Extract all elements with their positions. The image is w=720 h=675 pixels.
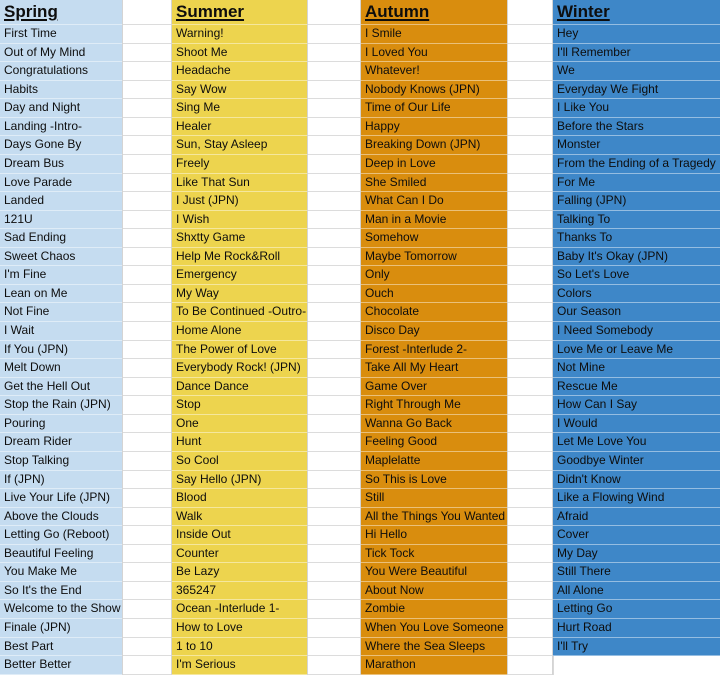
song-cell[interactable]: Still There bbox=[553, 563, 720, 582]
empty-cell[interactable] bbox=[123, 341, 171, 360]
song-cell[interactable]: Letting Go bbox=[553, 600, 720, 619]
empty-cell[interactable] bbox=[308, 62, 360, 81]
song-cell[interactable]: Pouring bbox=[0, 415, 122, 434]
song-cell[interactable]: Deep in Love bbox=[361, 155, 507, 174]
empty-cell[interactable] bbox=[123, 118, 171, 137]
empty-cell[interactable] bbox=[553, 656, 720, 675]
empty-cell[interactable] bbox=[508, 656, 552, 675]
song-cell[interactable]: Rescue Me bbox=[553, 378, 720, 397]
empty-cell[interactable] bbox=[123, 25, 171, 44]
empty-cell[interactable] bbox=[508, 600, 552, 619]
song-cell[interactable]: Stop Talking bbox=[0, 452, 122, 471]
song-cell[interactable]: Day and Night bbox=[0, 99, 122, 118]
empty-cell[interactable] bbox=[508, 248, 552, 267]
song-cell[interactable]: I'm Serious bbox=[172, 656, 307, 675]
empty-cell[interactable] bbox=[508, 266, 552, 285]
empty-cell[interactable] bbox=[123, 322, 171, 341]
song-cell[interactable]: Say Hello (JPN) bbox=[172, 471, 307, 490]
empty-cell[interactable] bbox=[508, 285, 552, 304]
empty-cell[interactable] bbox=[308, 638, 360, 657]
empty-cell[interactable] bbox=[508, 359, 552, 378]
song-cell[interactable]: I Loved You bbox=[361, 44, 507, 63]
empty-cell[interactable] bbox=[123, 136, 171, 155]
empty-cell[interactable] bbox=[508, 322, 552, 341]
song-cell[interactable]: Like a Flowing Wind bbox=[553, 489, 720, 508]
empty-cell[interactable] bbox=[123, 99, 171, 118]
song-cell[interactable]: Right Through Me bbox=[361, 396, 507, 415]
empty-cell[interactable] bbox=[508, 0, 552, 25]
empty-cell[interactable] bbox=[123, 582, 171, 601]
song-cell[interactable]: My Way bbox=[172, 285, 307, 304]
empty-cell[interactable] bbox=[123, 545, 171, 564]
empty-cell[interactable] bbox=[123, 489, 171, 508]
empty-cell[interactable] bbox=[123, 526, 171, 545]
song-cell[interactable]: Freely bbox=[172, 155, 307, 174]
empty-cell[interactable] bbox=[508, 62, 552, 81]
empty-cell[interactable] bbox=[508, 563, 552, 582]
song-cell[interactable]: Blood bbox=[172, 489, 307, 508]
song-cell[interactable]: Somehow bbox=[361, 229, 507, 248]
empty-cell[interactable] bbox=[308, 433, 360, 452]
song-cell[interactable]: Marathon bbox=[361, 656, 507, 675]
song-cell[interactable]: Healer bbox=[172, 118, 307, 137]
spacer-column-2 bbox=[307, 0, 361, 675]
empty-cell[interactable] bbox=[123, 192, 171, 211]
empty-cell[interactable] bbox=[308, 0, 360, 25]
empty-cell[interactable] bbox=[508, 471, 552, 490]
song-cell[interactable]: Habits bbox=[0, 81, 122, 100]
empty-cell[interactable] bbox=[308, 526, 360, 545]
song-cell[interactable]: Baby It's Okay (JPN) bbox=[553, 248, 720, 267]
empty-cell[interactable] bbox=[308, 545, 360, 564]
song-cell[interactable]: I Like You bbox=[553, 99, 720, 118]
empty-cell[interactable] bbox=[508, 229, 552, 248]
song-cell[interactable]: Falling (JPN) bbox=[553, 192, 720, 211]
song-cell[interactable]: Landing -Intro- bbox=[0, 118, 122, 137]
song-cell[interactable]: Welcome to the Show bbox=[0, 600, 122, 619]
song-cell[interactable]: Say Wow bbox=[172, 81, 307, 100]
song-cell[interactable]: 365247 bbox=[172, 582, 307, 601]
empty-cell[interactable] bbox=[508, 433, 552, 452]
empty-cell[interactable] bbox=[308, 118, 360, 137]
empty-cell[interactable] bbox=[123, 81, 171, 100]
empty-cell[interactable] bbox=[308, 341, 360, 360]
song-cell[interactable]: Not Fine bbox=[0, 303, 122, 322]
song-cell[interactable]: Hunt bbox=[172, 433, 307, 452]
empty-cell[interactable] bbox=[123, 248, 171, 267]
song-cell[interactable]: About Now bbox=[361, 582, 507, 601]
empty-cell[interactable] bbox=[123, 638, 171, 657]
song-cell[interactable]: Everybody Rock! (JPN) bbox=[172, 359, 307, 378]
season-header-autumn[interactable]: Autumn bbox=[361, 0, 507, 25]
empty-cell[interactable] bbox=[123, 44, 171, 63]
song-cell[interactable]: Out of My Mind bbox=[0, 44, 122, 63]
song-cell[interactable]: Beautiful Feeling bbox=[0, 545, 122, 564]
empty-cell[interactable] bbox=[123, 433, 171, 452]
empty-cell[interactable] bbox=[308, 396, 360, 415]
empty-cell[interactable] bbox=[123, 396, 171, 415]
song-cell[interactable]: Be Lazy bbox=[172, 563, 307, 582]
song-cell[interactable]: Help Me Rock&Roll bbox=[172, 248, 307, 267]
song-cell[interactable]: 121U bbox=[0, 211, 122, 230]
song-cell[interactable]: Game Over bbox=[361, 378, 507, 397]
song-cell[interactable]: Hey bbox=[553, 25, 720, 44]
song-cell[interactable]: Warning! bbox=[172, 25, 307, 44]
empty-cell[interactable] bbox=[123, 452, 171, 471]
song-cell[interactable]: Sad Ending bbox=[0, 229, 122, 248]
season-column-winter bbox=[553, 0, 720, 675]
empty-cell[interactable] bbox=[123, 285, 171, 304]
empty-cell[interactable] bbox=[508, 174, 552, 193]
song-cell[interactable]: The Power of Love bbox=[172, 341, 307, 360]
empty-cell[interactable] bbox=[308, 99, 360, 118]
season-column-autumn bbox=[361, 0, 507, 675]
song-cell[interactable]: Forest -Interlude 2- bbox=[361, 341, 507, 360]
song-cell[interactable]: From the Ending of a Tragedy bbox=[553, 155, 720, 174]
song-cell[interactable]: Only bbox=[361, 266, 507, 285]
empty-cell[interactable] bbox=[308, 155, 360, 174]
empty-cell[interactable] bbox=[308, 44, 360, 63]
song-cell[interactable]: Tick Tock bbox=[361, 545, 507, 564]
song-cell[interactable]: Chocolate bbox=[361, 303, 507, 322]
song-cell[interactable]: Where the Sea Sleeps bbox=[361, 638, 507, 657]
song-cell[interactable]: Colors bbox=[553, 285, 720, 304]
song-cell[interactable]: Sun, Stay Asleep bbox=[172, 136, 307, 155]
season-column-summer bbox=[172, 0, 307, 675]
empty-cell[interactable] bbox=[123, 415, 171, 434]
song-cell[interactable]: Get the Hell Out bbox=[0, 378, 122, 397]
song-cell[interactable]: I Just (JPN) bbox=[172, 192, 307, 211]
song-cell[interactable]: How Can I Say bbox=[553, 396, 720, 415]
empty-cell[interactable] bbox=[508, 582, 552, 601]
song-cell[interactable]: Wanna Go Back bbox=[361, 415, 507, 434]
spacer-column-1 bbox=[122, 0, 172, 675]
song-cell[interactable]: I Need Somebody bbox=[553, 322, 720, 341]
song-cell[interactable]: Zombie bbox=[361, 600, 507, 619]
empty-cell[interactable] bbox=[123, 359, 171, 378]
empty-cell[interactable] bbox=[308, 136, 360, 155]
empty-cell[interactable] bbox=[308, 322, 360, 341]
empty-cell[interactable] bbox=[308, 489, 360, 508]
song-cell[interactable]: Stop the Rain (JPN) bbox=[0, 396, 122, 415]
empty-cell[interactable] bbox=[308, 452, 360, 471]
song-cell[interactable]: To Be Continued -Outro- bbox=[172, 303, 307, 322]
empty-cell[interactable] bbox=[308, 211, 360, 230]
song-cell[interactable]: Like That Sun bbox=[172, 174, 307, 193]
empty-cell[interactable] bbox=[508, 99, 552, 118]
empty-cell[interactable] bbox=[308, 619, 360, 638]
song-cell[interactable]: Sweet Chaos bbox=[0, 248, 122, 267]
song-cell[interactable]: Lean on Me bbox=[0, 285, 122, 304]
season-column-spring bbox=[0, 0, 122, 675]
empty-cell[interactable] bbox=[123, 229, 171, 248]
song-cell[interactable]: Hurt Road bbox=[553, 619, 720, 638]
empty-cell[interactable] bbox=[508, 211, 552, 230]
song-cell[interactable]: I Wish bbox=[172, 211, 307, 230]
season-header-summer[interactable]: Summer bbox=[172, 0, 307, 25]
empty-cell[interactable] bbox=[508, 415, 552, 434]
song-cell[interactable]: Congratulations bbox=[0, 62, 122, 81]
song-cell[interactable]: All Alone bbox=[553, 582, 720, 601]
empty-cell[interactable] bbox=[508, 118, 552, 137]
song-cell[interactable]: You Were Beautiful bbox=[361, 563, 507, 582]
empty-cell[interactable] bbox=[308, 600, 360, 619]
song-cell[interactable]: Days Gone By bbox=[0, 136, 122, 155]
empty-cell[interactable] bbox=[508, 508, 552, 527]
song-cell[interactable]: Counter bbox=[172, 545, 307, 564]
song-cell[interactable]: Happy bbox=[361, 118, 507, 137]
song-cell[interactable]: How to Love bbox=[172, 619, 307, 638]
song-cell[interactable]: Thanks To bbox=[553, 229, 720, 248]
song-cell[interactable]: Finale (JPN) bbox=[0, 619, 122, 638]
song-cell[interactable]: Not Mine bbox=[553, 359, 720, 378]
empty-cell[interactable] bbox=[308, 378, 360, 397]
song-cell[interactable]: All the Things You Wanted bbox=[361, 508, 507, 527]
empty-cell[interactable] bbox=[508, 44, 552, 63]
song-cell[interactable]: Landed bbox=[0, 192, 122, 211]
song-cell[interactable]: Sing Me bbox=[172, 99, 307, 118]
empty-cell[interactable] bbox=[508, 619, 552, 638]
song-cell[interactable]: Melt Down bbox=[0, 359, 122, 378]
empty-cell[interactable] bbox=[123, 174, 171, 193]
song-cell[interactable]: Shxtty Game bbox=[172, 229, 307, 248]
empty-cell[interactable] bbox=[508, 341, 552, 360]
song-cell[interactable]: Above the Clouds bbox=[0, 508, 122, 527]
song-cell[interactable]: Disco Day bbox=[361, 322, 507, 341]
song-cell[interactable]: So This is Love bbox=[361, 471, 507, 490]
song-cell[interactable]: Stop bbox=[172, 396, 307, 415]
song-cell[interactable]: Home Alone bbox=[172, 322, 307, 341]
empty-cell[interactable] bbox=[123, 303, 171, 322]
song-cell[interactable]: Our Season bbox=[553, 303, 720, 322]
empty-cell[interactable] bbox=[123, 378, 171, 397]
empty-cell[interactable] bbox=[508, 545, 552, 564]
empty-cell[interactable] bbox=[123, 0, 171, 25]
song-cell[interactable]: First Time bbox=[0, 25, 122, 44]
empty-cell[interactable] bbox=[308, 285, 360, 304]
empty-cell[interactable] bbox=[508, 396, 552, 415]
empty-cell[interactable] bbox=[123, 155, 171, 174]
song-cell[interactable]: Still bbox=[361, 489, 507, 508]
song-cell[interactable]: Inside Out bbox=[172, 526, 307, 545]
song-cell[interactable]: Shoot Me bbox=[172, 44, 307, 63]
song-cell[interactable]: Talking To bbox=[553, 211, 720, 230]
song-cell[interactable]: So It's the End bbox=[0, 582, 122, 601]
song-cell[interactable]: Headache bbox=[172, 62, 307, 81]
song-cell[interactable]: So Let's Love bbox=[553, 266, 720, 285]
season-header-spring[interactable]: Spring bbox=[0, 0, 122, 25]
song-cell[interactable]: Cover bbox=[553, 526, 720, 545]
song-cell[interactable]: Before the Stars bbox=[553, 118, 720, 137]
spacer-column-3 bbox=[507, 0, 553, 675]
empty-cell[interactable] bbox=[123, 619, 171, 638]
empty-cell[interactable] bbox=[308, 229, 360, 248]
song-cell[interactable]: When You Love Someone bbox=[361, 619, 507, 638]
song-cell[interactable]: Walk bbox=[172, 508, 307, 527]
empty-cell[interactable] bbox=[508, 526, 552, 545]
song-cell[interactable]: Love Me or Leave Me bbox=[553, 341, 720, 360]
empty-cell[interactable] bbox=[308, 81, 360, 100]
empty-cell[interactable] bbox=[508, 155, 552, 174]
empty-cell[interactable] bbox=[508, 303, 552, 322]
song-cell[interactable]: She Smiled bbox=[361, 174, 507, 193]
season-header-winter[interactable]: Winter bbox=[553, 0, 720, 25]
song-cell[interactable]: If (JPN) bbox=[0, 471, 122, 490]
song-cell[interactable]: My Day bbox=[553, 545, 720, 564]
empty-cell[interactable] bbox=[308, 25, 360, 44]
song-cell[interactable]: I Wait bbox=[0, 322, 122, 341]
song-cell[interactable]: Let Me Love You bbox=[553, 433, 720, 452]
empty-cell[interactable] bbox=[508, 136, 552, 155]
empty-cell[interactable] bbox=[123, 563, 171, 582]
song-cell[interactable]: Better Better bbox=[0, 656, 122, 675]
song-cell[interactable]: Nobody Knows (JPN) bbox=[361, 81, 507, 100]
empty-cell[interactable] bbox=[308, 248, 360, 267]
empty-cell[interactable] bbox=[308, 582, 360, 601]
song-cell[interactable]: Best Part bbox=[0, 638, 122, 657]
song-cell[interactable]: One bbox=[172, 415, 307, 434]
song-cell[interactable]: I'll Remember bbox=[553, 44, 720, 63]
empty-cell[interactable] bbox=[123, 211, 171, 230]
empty-cell[interactable] bbox=[508, 452, 552, 471]
song-cell[interactable]: You Make Me bbox=[0, 563, 122, 582]
song-cell[interactable]: Man in a Movie bbox=[361, 211, 507, 230]
empty-cell[interactable] bbox=[308, 656, 360, 675]
empty-cell[interactable] bbox=[308, 508, 360, 527]
empty-cell[interactable] bbox=[308, 471, 360, 490]
song-cell[interactable]: For Me bbox=[553, 174, 720, 193]
empty-cell[interactable] bbox=[123, 62, 171, 81]
song-cell[interactable]: I Smile bbox=[361, 25, 507, 44]
song-cell[interactable]: Dance Dance bbox=[172, 378, 307, 397]
empty-cell[interactable] bbox=[508, 81, 552, 100]
song-cell[interactable]: Whatever! bbox=[361, 62, 507, 81]
empty-cell[interactable] bbox=[123, 656, 171, 675]
song-cell[interactable]: Afraid bbox=[553, 508, 720, 527]
song-cell[interactable]: Everyday We Fight bbox=[553, 81, 720, 100]
empty-cell[interactable] bbox=[508, 638, 552, 657]
empty-cell[interactable] bbox=[508, 25, 552, 44]
song-cell[interactable]: Take All My Heart bbox=[361, 359, 507, 378]
song-cell[interactable]: Maybe Tomorrow bbox=[361, 248, 507, 267]
song-cell[interactable]: Dream Rider bbox=[0, 433, 122, 452]
empty-cell[interactable] bbox=[508, 192, 552, 211]
empty-cell[interactable] bbox=[308, 266, 360, 285]
song-cell[interactable]: I'll Try bbox=[553, 638, 720, 657]
song-cell[interactable]: Ocean -Interlude 1- bbox=[172, 600, 307, 619]
empty-cell[interactable] bbox=[308, 192, 360, 211]
song-cell[interactable]: I'm Fine bbox=[0, 266, 122, 285]
song-cell[interactable]: Love Parade bbox=[0, 174, 122, 193]
song-cell[interactable]: Goodbye Winter bbox=[553, 452, 720, 471]
empty-cell[interactable] bbox=[123, 600, 171, 619]
song-cell[interactable]: 1 to 10 bbox=[172, 638, 307, 657]
song-cell[interactable]: Emergency bbox=[172, 266, 307, 285]
song-cell[interactable]: We bbox=[553, 62, 720, 81]
song-cell[interactable]: Ouch bbox=[361, 285, 507, 304]
empty-cell[interactable] bbox=[508, 489, 552, 508]
song-cell[interactable]: Feeling Good bbox=[361, 433, 507, 452]
song-cell[interactable]: If You (JPN) bbox=[0, 341, 122, 360]
song-cell[interactable]: So Cool bbox=[172, 452, 307, 471]
song-cell[interactable]: Hi Hello bbox=[361, 526, 507, 545]
empty-cell[interactable] bbox=[508, 378, 552, 397]
empty-cell[interactable] bbox=[123, 471, 171, 490]
song-cell[interactable]: Letting Go (Reboot) bbox=[0, 526, 122, 545]
empty-cell[interactable] bbox=[308, 174, 360, 193]
empty-cell[interactable] bbox=[308, 563, 360, 582]
song-cell[interactable]: I Would bbox=[553, 415, 720, 434]
song-cell[interactable]: Dream Bus bbox=[0, 155, 122, 174]
empty-cell[interactable] bbox=[123, 266, 171, 285]
empty-cell[interactable] bbox=[123, 508, 171, 527]
song-cell[interactable]: Breaking Down (JPN) bbox=[361, 136, 507, 155]
empty-cell[interactable] bbox=[308, 415, 360, 434]
song-cell[interactable]: What Can I Do bbox=[361, 192, 507, 211]
song-cell[interactable]: Didn't Know bbox=[553, 471, 720, 490]
empty-cell[interactable] bbox=[308, 359, 360, 378]
song-cell[interactable]: Maplelatte bbox=[361, 452, 507, 471]
song-cell[interactable]: Monster bbox=[553, 136, 720, 155]
song-cell[interactable]: Time of Our Life bbox=[361, 99, 507, 118]
empty-cell[interactable] bbox=[308, 303, 360, 322]
song-cell[interactable]: Live Your Life (JPN) bbox=[0, 489, 122, 508]
